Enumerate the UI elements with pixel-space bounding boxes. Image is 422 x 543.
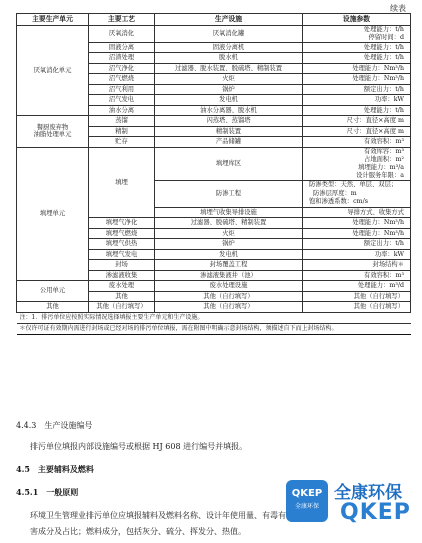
facility-cell: 废水处理设施 xyxy=(155,281,303,292)
facility-cell: 填埋库区 xyxy=(155,147,303,181)
facility-cell: 渗滤液集液井（池） xyxy=(155,270,303,281)
facility-cell: 过滤器、脱硫塔、精制装置 xyxy=(155,218,303,229)
process-cell: 沼气燃烧 xyxy=(89,74,155,85)
facility-cell: 产品储罐 xyxy=(155,137,303,148)
facility-cell: 闪蒸塔、蒸馏塔 xyxy=(155,116,303,127)
logo-name-en: QKEP xyxy=(340,500,411,525)
param-cell: 有效容积：m³ xyxy=(303,270,411,281)
facility-cell: 厌氧消化罐 xyxy=(155,26,303,43)
process-cell: 封场 xyxy=(89,260,155,271)
param-cell: 其他（自行填写） xyxy=(303,302,411,313)
facility-cell: 固液分离机 xyxy=(155,42,303,53)
process-cell: 其他 xyxy=(89,291,155,302)
facility-cell: 火炬 xyxy=(155,74,303,85)
param-cell: 有效容积：m³ xyxy=(303,137,411,148)
process-cell: 填埋气净化 xyxy=(89,218,155,229)
section-heading-45: 4.5 主要辅料及燃料 xyxy=(16,464,94,474)
process-cell: 填埋气发电 xyxy=(89,249,155,260)
process-cell: 沼气净化 xyxy=(89,63,155,74)
header-params: 设施参数 xyxy=(303,14,411,26)
facility-cell: 封场覆盖工程 xyxy=(155,260,303,271)
param-cell: 尺寸：直径×高度 m xyxy=(303,116,411,127)
table-header-row xyxy=(17,14,411,26)
facility-cell: 脱水机 xyxy=(155,53,303,64)
param-cell: 导排方式、收集方式 xyxy=(303,207,411,218)
facility-cell: 其他（自行填写） xyxy=(155,302,303,313)
header-process: 主要工艺 xyxy=(89,14,155,26)
process-cell: 固液分离 xyxy=(89,42,155,53)
process-cell: 渗滤液收集 xyxy=(89,270,155,281)
param-cell: 处理能力：Nm³/h xyxy=(303,218,411,229)
unit-oil: 餐厨废弃物 油脂处理单元 xyxy=(17,116,89,148)
table-row xyxy=(17,302,411,313)
table-row xyxy=(17,116,411,127)
process-cell: 贮存 xyxy=(89,137,155,148)
process-cell: 其他（自行填写） xyxy=(89,302,155,313)
section-heading-443: 4.4.3 生产设施编号 xyxy=(16,421,93,430)
section-body-443: 排污单位填报内部设施编号或根据 HJ 608 进行编号并填报。 xyxy=(30,442,248,451)
facility-cell: 填埋气收集导排设施 xyxy=(155,207,303,218)
param-cell: 尺寸：直径×高度 m xyxy=(303,126,411,137)
param-cell: 有效库容：m³ 占地面积：m² 填埋能力：m³/a 设计服务年限：a xyxy=(303,147,411,181)
unit-anaerobic: 厌氧消化单元 xyxy=(17,26,89,116)
unit-landfill: 填埋单元 xyxy=(17,147,89,281)
param-cell: 处理能力：t/h xyxy=(303,53,411,64)
facility-cell: 其他（自行填写） xyxy=(155,291,303,302)
unit-other: 其他 xyxy=(17,302,89,313)
param-cell: 额定出力：t/h xyxy=(303,239,411,250)
header-unit: 主要生产单元 xyxy=(17,14,89,26)
process-cell: 沼渣处理 xyxy=(89,53,155,64)
process-cell: 精制 xyxy=(89,126,155,137)
process-cell: 沼气利用 xyxy=(89,84,155,95)
table-note-row xyxy=(17,312,411,323)
watermark-logo xyxy=(286,478,418,538)
continued-label: 续表 xyxy=(390,4,406,13)
process-cell: 沼气发电 xyxy=(89,95,155,106)
param-cell: 处理能力：Nm³/h xyxy=(303,228,411,239)
facility-table xyxy=(16,13,411,335)
param-cell: 防渗类型：天然、单层、双层； 防渗层厚度：m 饱和渗透系数：cm/s xyxy=(303,181,411,208)
table-note: ＊仅许可证有效期内需进行封场或已经对场的排污单位填报，需在附图中明确示意封场结构，须描述自下而上封场结构。 xyxy=(17,323,411,334)
param-cell: 处理能力：t/h xyxy=(303,105,411,116)
param-cell: 处理能力：Nm³/h xyxy=(303,63,411,74)
param-cell: 处理能力：m³/d xyxy=(303,281,411,292)
section-body-451: 环境卫生管理业排污单位应填报辅料及燃料名称、设计年使用量、有毒有害成分及占比；燃料成分，包括灰分、硫分、挥发分、热值。 xyxy=(30,511,286,536)
param-cell: 处理能力：Nm³/h xyxy=(303,74,411,85)
facility-cell: 发电机 xyxy=(155,249,303,260)
param-cell: 功率：kW xyxy=(303,95,411,106)
facility-cell: 油水分离器、脱水机 xyxy=(155,105,303,116)
param-cell: 处理能力：t/h xyxy=(303,42,411,53)
param-cell: 其他（自行填写） xyxy=(303,291,411,302)
table-note-row xyxy=(17,323,411,334)
facility-cell: 火炬 xyxy=(155,228,303,239)
process-cell: 废水处理 xyxy=(89,281,155,292)
process-cell: 厌氧消化 xyxy=(89,26,155,43)
param-cell: 功率：kW xyxy=(303,249,411,260)
process-cell: 蒸馏 xyxy=(89,116,155,127)
table-row xyxy=(17,147,411,181)
process-cell: 填埋气燃烧 xyxy=(89,228,155,239)
section-heading-451: 4.5.1 一般原则 xyxy=(16,487,79,497)
unit-public: 公用单元 xyxy=(17,281,89,302)
table-row xyxy=(17,26,411,43)
param-cell: 额定出力：t/h xyxy=(303,84,411,95)
facility-cell: 过滤器、脱水装置、脱硫塔、精制装置 xyxy=(155,63,303,74)
process-cell: 填埋气供热 xyxy=(89,239,155,250)
header-facility: 生产设施 xyxy=(155,14,303,26)
table-note: 注：1．排污单位应按照实际情况选择填报主要生产单元和生产设施。 xyxy=(17,312,411,323)
process-cell: 油水分离 xyxy=(89,105,155,116)
logo-badge-bottom: 全康环保 xyxy=(294,503,319,510)
logo-name-cn: 全康环保 xyxy=(334,483,402,503)
table-row xyxy=(17,281,411,292)
facility-cell: 锅炉 xyxy=(155,239,303,250)
facility-cell: 精制装置 xyxy=(155,126,303,137)
facility-cell: 防渗工程 xyxy=(155,181,303,208)
param-cell: 处理能力：t/h 停留时间：d xyxy=(303,26,411,43)
facility-cell: 锅炉 xyxy=(155,84,303,95)
logo-badge-top: QKEP xyxy=(291,488,323,499)
process-cell: 填埋 xyxy=(89,147,155,218)
param-cell: 封场结构＊ xyxy=(303,260,411,271)
facility-cell: 发电机 xyxy=(155,95,303,106)
logo-badge-icon xyxy=(286,480,328,522)
